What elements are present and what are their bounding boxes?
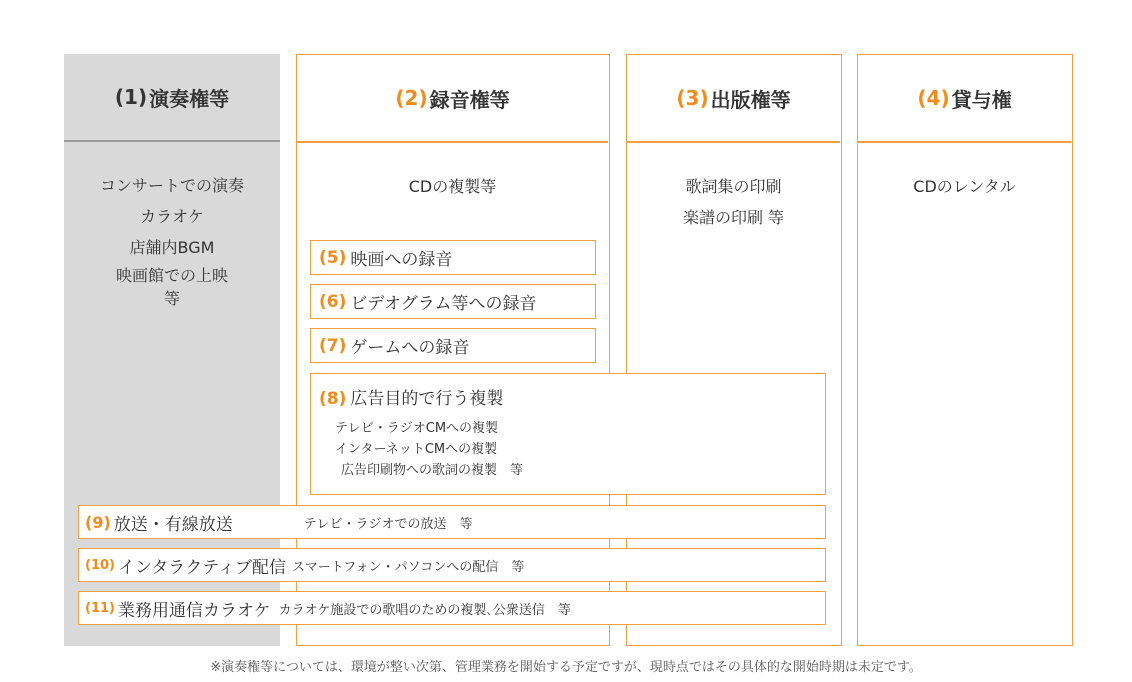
column-divider: [858, 141, 1071, 143]
column-items: [858, 171, 1071, 202]
list-item: 歌詞集の印刷: [685, 177, 782, 196]
sub-box-game-recording: [310, 328, 596, 363]
list-item: 店舗内BGM: [129, 238, 215, 257]
column-items: [627, 171, 840, 233]
column-lending-rights: [857, 54, 1073, 646]
column-number: (3): [676, 86, 709, 110]
list-item: CDのレンタル: [913, 177, 1016, 196]
box-lines: [335, 418, 523, 481]
column-header: [297, 55, 608, 141]
box-number: (6): [319, 291, 347, 312]
column-divider: [627, 141, 840, 143]
column-header: [858, 55, 1071, 141]
column-title: 録音権等: [429, 87, 510, 112]
list-item: カラオケ: [140, 207, 204, 226]
sub-box-videogram-recording: [310, 284, 596, 319]
band-description: テレビ・ラジオでの放送 等: [303, 516, 473, 532]
box-number: (7): [319, 335, 347, 356]
list-item: 映画館での上映: [115, 266, 228, 285]
column-divider: [64, 140, 280, 142]
box-number: (8): [319, 389, 347, 409]
box-title: 映画への録音: [350, 250, 453, 270]
footnote: ※演奏権等については、環境が整い次第、管理業務を開始する予定ですが、現時点ではその具体的な開始時期は未定です。: [210, 660, 922, 675]
column-divider: [297, 141, 608, 143]
column-header: [627, 55, 840, 141]
column-number: (4): [917, 86, 950, 110]
band-commercial-karaoke: [78, 591, 826, 625]
column-header: [64, 54, 280, 140]
box-heading: [319, 384, 503, 409]
box-title: ビデオグラム等への録音: [350, 294, 537, 314]
list-item: コンサートでの演奏: [99, 176, 244, 195]
band-title: 放送・有線放送: [113, 514, 233, 535]
band-description: スマートフォン・パソコンへの配信 等: [291, 559, 525, 575]
band-number: (11): [85, 600, 115, 616]
list-item: インターネットCMへの複製: [335, 442, 498, 457]
box-number: (5): [319, 247, 347, 268]
box-title: 広告目的で行う複製: [350, 389, 504, 409]
column-items: [297, 171, 608, 202]
list-item: CDの複製等: [408, 177, 497, 196]
list-item: 楽譜の印刷 等: [682, 208, 785, 227]
band-title: 業務用通信カラオケ: [117, 600, 271, 621]
band-description: カラオケ施設での歌唱のための複製､公衆送信 等: [278, 602, 571, 618]
sub-box-film-recording: [310, 240, 596, 275]
column-title: 演奏権等: [149, 86, 230, 111]
band-broadcasting: [78, 505, 826, 539]
band-title: インタラクティブ配信: [117, 557, 286, 578]
list-item: テレビ・ラジオCMへの複製: [335, 421, 499, 436]
column-title: 貸与権: [951, 87, 1012, 112]
band-interactive-distribution: [78, 548, 826, 582]
list-item: 広告印刷物への歌詞の複製 等: [341, 463, 524, 478]
column-title: 出版権等: [710, 87, 791, 112]
column-number: (1): [114, 85, 148, 109]
list-item: 等: [163, 289, 180, 308]
band-number: (9): [85, 512, 111, 532]
column-items: [64, 170, 280, 309]
sub-box-advertising-copy: [310, 373, 826, 495]
column-number: (2): [395, 86, 428, 110]
box-title: ゲームへの録音: [350, 338, 470, 358]
band-number: (10): [85, 557, 115, 573]
